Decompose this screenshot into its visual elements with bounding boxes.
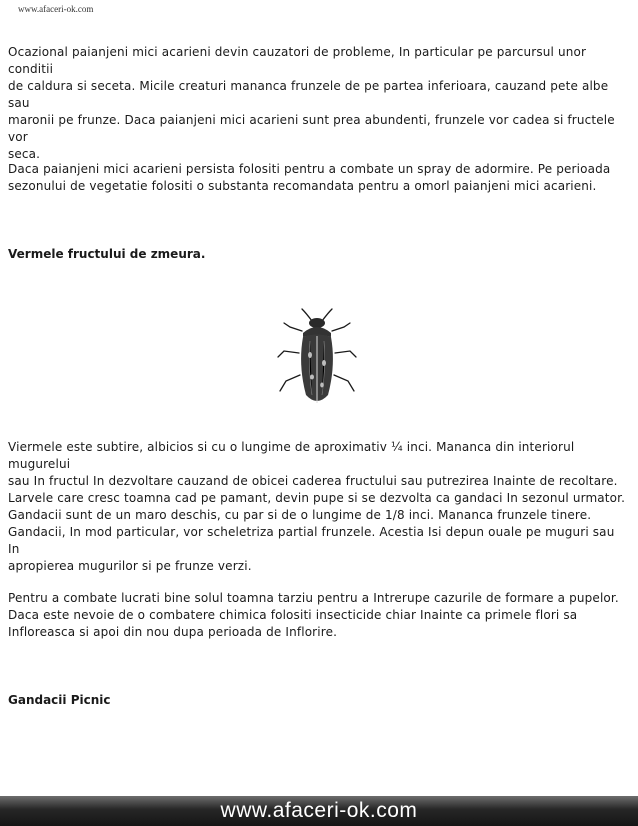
paragraph-mites-treatment: Daca paianjeni mici acarieni persista folositi pentru a combate un spray de adormire. Pe perioada sezonului de vegetatie folositi o substanta recomandata pentru a omorl paianjeni mici acarieni. (8, 162, 611, 193)
paragraph-mites-problems: Ocazional paianjeni mici acarieni devin cauzatori de probleme, In particular pe parcursul unor conditii de caldura si seceta. Micile creaturi mananca frunzele de pe partea inferioara, cauzand pete albe sau maronii pe frunze. Daca paianjeni mici acarieni sunt prea abundenti, frunzele vor cadea si fructele vor seca. (8, 45, 615, 161)
footer-url: www.afaceri-ok.com (220, 799, 418, 822)
header-url: www.afaceri-ok.com (18, 4, 94, 14)
section-heading-raspberry-worm: Vermele fructului de zmeura. (8, 247, 206, 261)
paragraph-worm-control: Pentru a combate lucrati bine solul toamna tarziu pentru a Intrerupe cazurile de formare a pupelor. Daca este nevoie de o combatere chimica folositi insecticide chiar Inainte ca primele flori sa Infloreasca si apoi din nou dupa perioada de Inflorire. (8, 591, 619, 639)
paragraph-worm-description: Viermele este subtire, albicios si cu o lungime de aproximativ ¼ inci. Mananca din interiorul mugurelui sau In fructul In dezvoltare cauzand de obicei caderea fructului sau putrezirea Inainte de recoltare. Larvele care cresc toamna cad pe pamant, devin pupe si se dezvolta ca gandaci In sezonul urmator. Gandacii sunt de un maro deschis, cu par si de o lungime de 1/8 inci. Mananca frunzele tinere. Gandacii, In mod particular, vor scheletriza partial frunzele. Acestia Isi depun ouale pe muguri sau In apropierea mugurilor si pe frunze verzi. (8, 440, 626, 573)
section-heading-picnic-beetles: Gandacii Picnic (8, 693, 111, 707)
beetle-illustration-icon (272, 305, 362, 413)
